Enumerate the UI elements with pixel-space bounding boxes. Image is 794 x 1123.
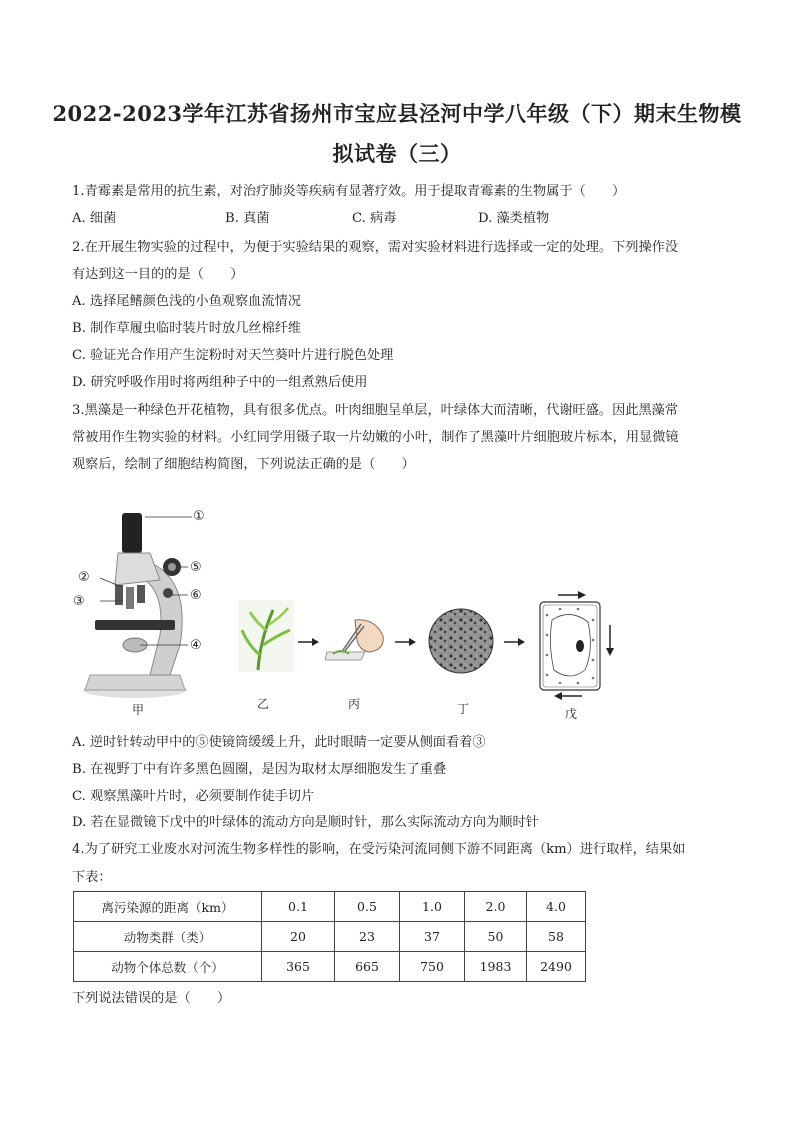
marker-4: ④ (190, 638, 202, 653)
q3-stem-line1: 3.黑藻是一种绿色开花植物，具有很多优点。叶肉细胞呈单层，叶绿体大而清晰，代谢旺盛。因此黑藻常 (72, 403, 679, 418)
q1-stem: 1.青霉素是常用的抗生素，对治疗肺炎等疾病有显著疗效。用于提取青霉素的生物属于（ ） (72, 184, 626, 199)
table-cell: 50 (465, 922, 527, 952)
q1-option-b: B. 真菌 (225, 211, 270, 226)
arrow-icon (504, 637, 526, 647)
table-cell: 1983 (465, 952, 527, 982)
marker-5: ⑤ (190, 560, 202, 575)
table-row (74, 922, 586, 952)
figure-label-yi: 乙 (257, 697, 270, 711)
figure-label-wu: 戊 (565, 707, 578, 721)
q2-option-d: D. 研究呼吸作用时将两组种子中的一组煮熟后使用 (72, 375, 368, 390)
q2-stem-line2: 有达到这一目的的是（ ） (72, 267, 244, 282)
table-cell: 离污染源的距离（km） (74, 892, 262, 922)
table-cell: 2490 (527, 952, 586, 982)
arrow-icon (395, 637, 417, 647)
q3-option-b: B. 在视野丁中有许多黑色圆圈，是因为取材太厚细胞发生了重叠 (72, 762, 447, 777)
plant-illustration (238, 600, 294, 672)
q4-stem-line1: 4.为了研究工业废水对河流生物多样性的影响，在受污染河流同侧下游不同距离（km）进行取样，结果如 (72, 842, 686, 857)
table-cell: 665 (335, 952, 400, 982)
table-row (74, 892, 586, 922)
table-row (74, 952, 586, 982)
figure-label-ding: 丁 (457, 702, 470, 716)
q1-option-d: D. 藻类植物 (478, 211, 550, 226)
q3-option-c: C. 观察黑藻叶片时，必须要制作徒手切片 (72, 789, 315, 804)
q3-stem-line2: 常被用作生物实验的材料。小红同学用镊子取一片幼嫩的小叶，制作了黑藻叶片细胞玻片标本，用显微镜 (72, 430, 679, 445)
q2-stem-line1: 2.在开展生物实验的过程中，为便于实验结果的观察，需对实验材料进行选择或一定的处理。下列操作没 (72, 240, 679, 255)
q2-option-c: C. 验证光合作用产生淀粉时对天竺葵叶片进行脱色处理 (72, 348, 394, 363)
marker-3: ③ (73, 594, 85, 609)
q1-option-c: C. 病毒 (352, 211, 397, 226)
q2-option-b: B. 制作草履虫临时装片时放几丝棉纤维 (72, 321, 302, 336)
marker-2: ② (78, 570, 90, 585)
cell-diagram (530, 590, 620, 700)
table-cell: 37 (400, 922, 465, 952)
q3-option-d: D. 若在显微镜下戊中的叶绿体的流动方向是顺时针，那么实际流动方向为顺时针 (72, 815, 539, 830)
marker-1: ① (193, 509, 205, 524)
q4-stem-line2: 下表： (72, 870, 112, 885)
hand-tweezers-illustration (325, 610, 387, 665)
table-cell: 20 (262, 922, 335, 952)
table-cell: 4.0 (527, 892, 586, 922)
table-cell: 23 (335, 922, 400, 952)
q3-option-a: A. 逆时针转动甲中的⑤使镜筒缓缓上升，此时眼睛一定要从侧面看着③ (72, 735, 486, 750)
table-cell: 0.1 (262, 892, 335, 922)
document-title-line2: 拟试卷（三） (332, 141, 462, 166)
table-cell: 365 (262, 952, 335, 982)
table-cell: 1.0 (400, 892, 465, 922)
q4-data-table (73, 891, 586, 982)
table-cell: 动物个体总数（个） (74, 952, 262, 982)
table-cell: 0.5 (335, 892, 400, 922)
q3-figure (60, 495, 620, 730)
table-cell: 58 (527, 922, 586, 952)
table-cell: 2.0 (465, 892, 527, 922)
q1-option-a: A. 细菌 (72, 211, 117, 226)
document-title-line1: 2022-2023学年江苏省扬州市宝应县泾河中学八年级（下）期末生物模 (52, 101, 742, 126)
arrow-icon (298, 637, 320, 647)
microscope-view-illustration (428, 608, 494, 674)
q4-question: 下列说法错误的是（ ） (72, 991, 231, 1006)
q2-option-a: A. 选择尾鳍颜色浅的小鱼观察血流情况 (72, 294, 301, 309)
marker-6: ⑥ (190, 588, 202, 603)
q3-stem-line3: 观察后，绘制了细胞结构简图，下列说法正确的是（ ） (72, 457, 415, 472)
figure-label-jia: 甲 (132, 703, 145, 717)
figure-label-bing: 丙 (348, 697, 361, 711)
table-cell: 750 (400, 952, 465, 982)
table-cell: 动物类群（类） (74, 922, 262, 952)
